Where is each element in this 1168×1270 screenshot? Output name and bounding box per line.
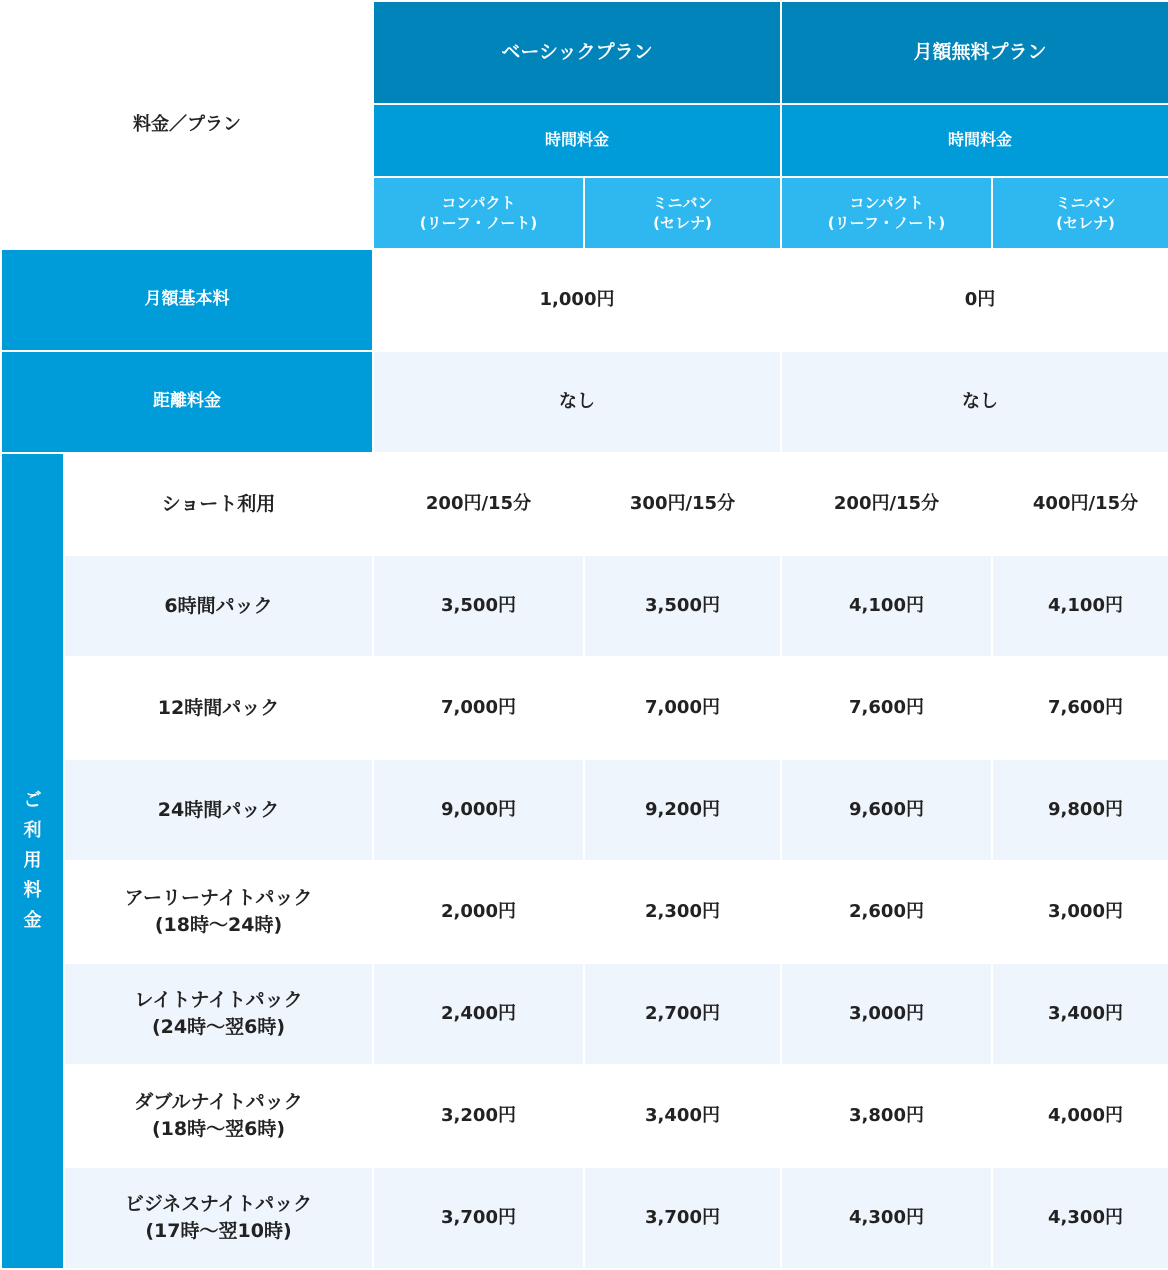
table-row — [2, 1066, 1168, 1166]
usage-row-name: レイトナイトパック (24時～翌6時) — [65, 964, 372, 1064]
usage-fee-cell: 4,000円 — [993, 1066, 1168, 1166]
usage-fee-cell: 4,300円 — [782, 1168, 991, 1268]
distance-fee-label: 距離料金 — [2, 352, 372, 452]
usage-fee-cell: 3,800円 — [782, 1066, 991, 1166]
corner-label: 料金／プラン — [2, 2, 372, 248]
usage-fee-cell: 2,600円 — [782, 862, 991, 962]
car-type-header: ミニバン (セレナ) — [993, 178, 1168, 248]
usage-row-name: ダブルナイトパック (18時～翌6時) — [65, 1066, 372, 1166]
usage-fee-label: ご利用料金 — [2, 454, 63, 1268]
usage-fee-cell: 9,600円 — [782, 760, 991, 860]
plan-header-free: 月額無料プラン — [782, 2, 1168, 103]
table-row — [2, 964, 1168, 1064]
table-row — [2, 1168, 1168, 1268]
usage-fee-cell: 2,000円 — [374, 862, 583, 962]
car-type-header: コンパクト (リーフ・ノート) — [782, 178, 991, 248]
usage-row-name: 24時間パック — [65, 760, 372, 860]
usage-fee-cell: 300円/15分 — [585, 454, 780, 554]
usage-fee-cell: 2,400円 — [374, 964, 583, 1064]
usage-fee-cell: 3,400円 — [993, 964, 1168, 1064]
distance-fee-basic: なし — [374, 352, 780, 452]
usage-fee-cell: 3,000円 — [993, 862, 1168, 962]
usage-fee-cell: 3,200円 — [374, 1066, 583, 1166]
usage-fee-cell: 9,200円 — [585, 760, 780, 860]
usage-fee-cell: 7,600円 — [782, 658, 991, 758]
distance-fee-free: なし — [782, 352, 1168, 452]
usage-fee-cell: 7,000円 — [374, 658, 583, 758]
usage-fee-cell: 9,800円 — [993, 760, 1168, 860]
usage-fee-cell: 3,700円 — [585, 1168, 780, 1268]
usage-row-name: 12時間パック — [65, 658, 372, 758]
usage-row-name: 6時間パック — [65, 556, 372, 656]
usage-fee-cell: 4,100円 — [782, 556, 991, 656]
usage-row-name: ショート利用 — [65, 454, 372, 554]
usage-fee-cell: 2,700円 — [585, 964, 780, 1064]
usage-fee-cell: 3,000円 — [782, 964, 991, 1064]
usage-row-name: ビジネスナイトパック (17時～翌10時) — [65, 1168, 372, 1268]
usage-row-name: アーリーナイトパック (18時～24時) — [65, 862, 372, 962]
table-row — [2, 760, 1168, 860]
car-type-header: コンパクト (リーフ・ノート) — [374, 178, 583, 248]
usage-fee-cell: 9,000円 — [374, 760, 583, 860]
table-row — [2, 454, 1168, 554]
usage-fee-cell: 3,500円 — [374, 556, 583, 656]
table-row — [2, 658, 1168, 758]
table-row — [2, 862, 1168, 962]
usage-fee-cell: 4,100円 — [993, 556, 1168, 656]
usage-fee-cell: 7,600円 — [993, 658, 1168, 758]
monthly-fee-basic: 1,000円 — [374, 250, 780, 350]
usage-fee-cell: 3,400円 — [585, 1066, 780, 1166]
usage-fee-cell: 3,700円 — [374, 1168, 583, 1268]
time-fee-header-free: 時間料金 — [782, 105, 1168, 176]
table-row — [2, 556, 1168, 656]
usage-fee-cell: 2,300円 — [585, 862, 780, 962]
usage-fee-cell: 7,000円 — [585, 658, 780, 758]
usage-fee-cell: 3,500円 — [585, 556, 780, 656]
car-type-header: ミニバン (セレナ) — [585, 178, 780, 248]
usage-fee-cell: 200円/15分 — [782, 454, 991, 554]
usage-fee-cell: 400円/15分 — [993, 454, 1168, 554]
usage-fee-cell: 200円/15分 — [374, 454, 583, 554]
monthly-fee-label: 月額基本料 — [2, 250, 372, 350]
monthly-fee-free: 0円 — [782, 250, 1168, 350]
usage-fee-cell: 4,300円 — [993, 1168, 1168, 1268]
time-fee-header-basic: 時間料金 — [374, 105, 780, 176]
plan-header-basic: ベーシックプラン — [374, 2, 780, 103]
